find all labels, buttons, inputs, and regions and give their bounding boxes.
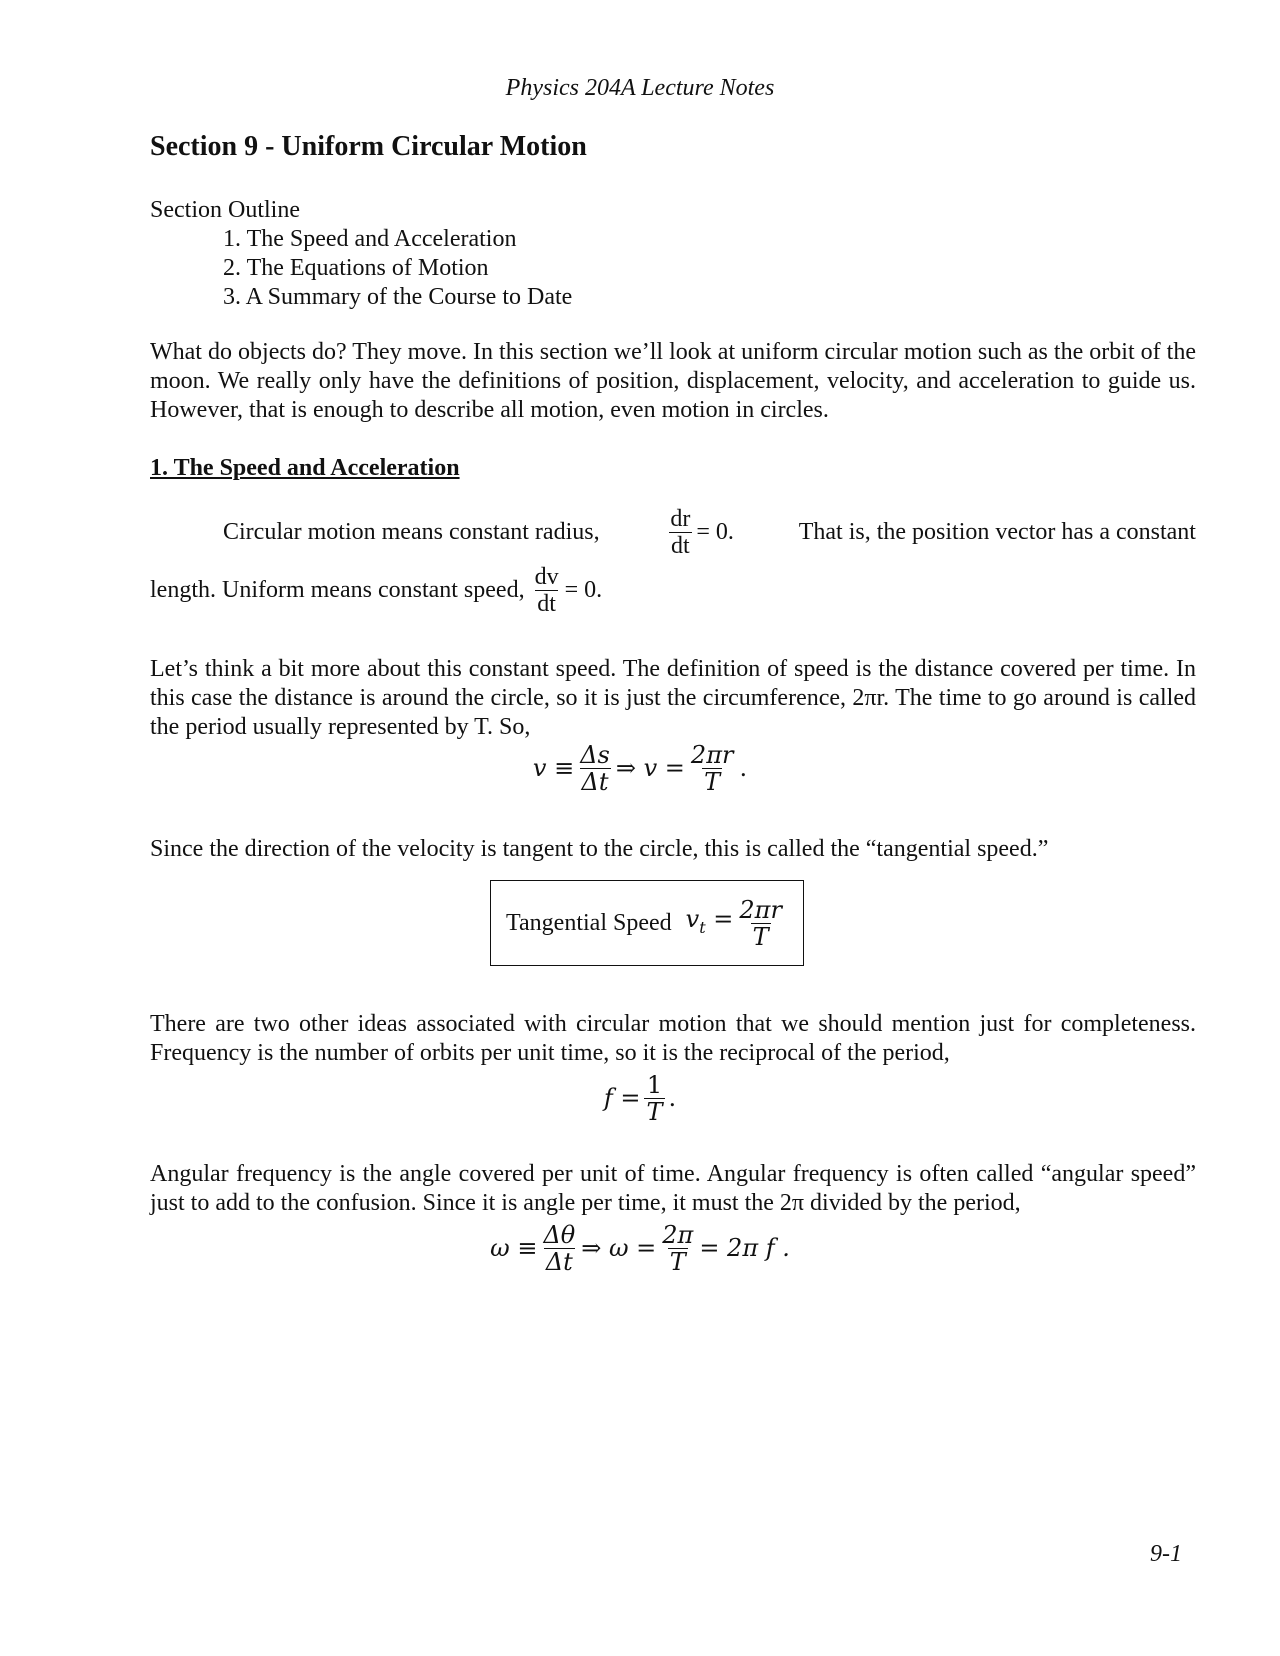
tangential-speed-label: Tangential Speed	[506, 909, 672, 936]
outline-item: 2. The Equations of Motion	[223, 255, 489, 281]
tangential-speed-box	[490, 880, 804, 966]
outline-label: Section Outline	[150, 197, 300, 223]
speed-equation: v ≡ $\frac{\Delta s}{\Delta t}$ ⇒ v = $\frac{2\pi r}{T}$ .	[532, 741, 748, 796]
dr-dt-equation	[664, 506, 734, 559]
running-header: Physics 204A Lecture Notes	[505, 75, 775, 101]
dt-denominator: dt	[671, 533, 690, 559]
tangential-paragraph: Since the direction of the velocity is tangent to the circle, this is called the “tangential speed.”	[150, 836, 1049, 862]
dr-numerator: dr	[670, 506, 691, 532]
page-number: 9-1	[1150, 1541, 1182, 1567]
equals-zero: = 0.	[564, 577, 603, 603]
tangential-speed-formula: $v_t$ = $\frac{2\pi r}{T}$	[685, 895, 782, 951]
angular-equation: ω ≡ $\frac{\Delta\theta}{\Delta t}$ ⇒ ω = $\frac{2\pi}{T}$ = 2π f .	[490, 1221, 790, 1276]
dv-numerator: dv	[534, 564, 559, 590]
frequency-paragraph: There are two other ideas associated with circular motion that we should mention just for completeness. Frequency is the number of orbits per unit time, so it is the reciprocal of the period,	[150, 1011, 1196, 1066]
dt-denominator: dt	[537, 591, 556, 617]
subsection-heading: 1. The Speed and Acceleration	[150, 455, 460, 481]
outline-item: 1. The Speed and Acceleration	[223, 226, 517, 252]
uniform-speed-line	[150, 564, 602, 617]
outline-list	[223, 225, 572, 312]
frequency-equation: f = $\frac{1}{T}$ .	[603, 1071, 677, 1126]
equals-zero: = 0.	[696, 519, 734, 545]
circular-motion-line	[223, 506, 1196, 559]
circular-motion-text: Circular motion means constant radius,	[223, 519, 600, 545]
section-title: Section 9 - Uniform Circular Motion	[150, 131, 587, 162]
intro-paragraph: What do objects do? They move. In this section we’ll look at uniform circular motion such as the orbit of the moon. We really only have the definitions of position, displacement, velocity, and acceleration to guide us. However, that is enough to describe all motion, even motion in circles.	[150, 339, 1196, 423]
speed-paragraph: Let’s think a bit more about this constant speed. The definition of speed is the distance covered per time. In this case the distance is around the circle, so it is just the circumference, 2πr. The time to go around is called the period usually represented by T. So,	[150, 656, 1196, 740]
position-vector-text: That is, the position vector has a constant	[798, 519, 1196, 545]
uniform-text: length. Uniform means constant speed,	[150, 577, 525, 603]
angular-paragraph: Angular frequency is the angle covered per unit of time. Angular frequency is often called “angular speed” just to add to the confusion. Since it is angle per time, it must the 2π divided by the period,	[150, 1161, 1196, 1216]
outline-item: 3. A Summary of the Course to Date	[223, 284, 573, 310]
